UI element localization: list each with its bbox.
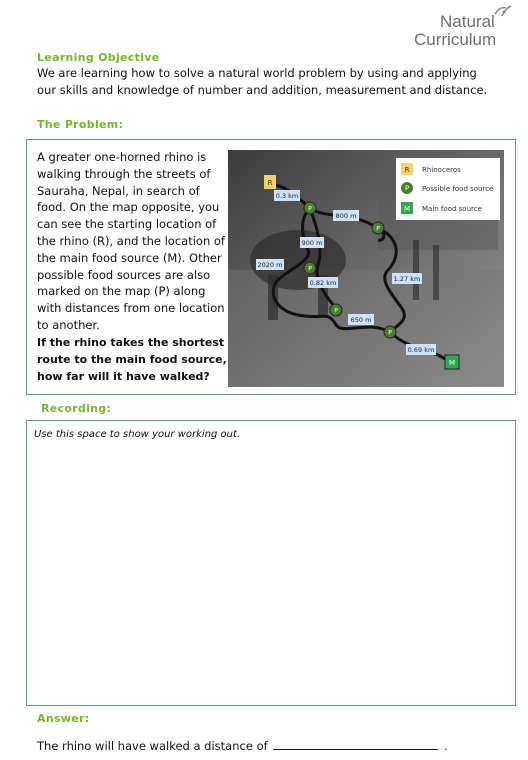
- logo-text-line1: Natural: [440, 12, 495, 31]
- recording-note: Use this space to show your working out.: [34, 429, 241, 440]
- legend-label-possible: Possible food source: [422, 185, 494, 193]
- route-map: [228, 150, 504, 387]
- distance-label-7: 650 m: [350, 316, 372, 324]
- recording-box[interactable]: [26, 420, 516, 706]
- answer-suffix: .: [443, 739, 448, 753]
- node-food-2-label: P: [376, 225, 380, 233]
- answer-sentence: [37, 737, 448, 753]
- person-silhouette: [413, 240, 419, 300]
- distance-label-3: 900 m: [301, 239, 323, 247]
- distance-label-8: 0.69 km: [407, 346, 435, 354]
- leaf-logo-icon: [492, 4, 512, 18]
- learning-objective-text: We are learning how to solve a natural world problem by using and applying our skills and knowledge of number and addition, measurement and distance.: [37, 66, 488, 97]
- learning-objective-heading: Learning Objective: [37, 51, 160, 64]
- node-main-food-label: M: [448, 359, 456, 367]
- distance-label-4: 2020 m: [257, 261, 283, 269]
- problem-question: If the rhino takes the shortest route to the main food source, how far will it have walked?: [37, 336, 227, 383]
- node-rhino-label: R: [267, 179, 273, 187]
- distance-label-2: 800 m: [335, 212, 357, 220]
- distance-label-6: 1.27 km: [393, 275, 421, 283]
- legend-key-m: M: [403, 205, 411, 213]
- node-food-5-label: P: [388, 329, 392, 337]
- natural-curriculum-logo: [414, 6, 528, 54]
- route-map-graphic: [228, 150, 504, 387]
- legend-key-r: R: [404, 166, 410, 174]
- recording-heading: Recording:: [41, 402, 112, 415]
- legend-label-rhino: Rhinoceros: [422, 166, 461, 174]
- answer-heading: Answer:: [37, 712, 90, 725]
- problem-heading: The Problem:: [37, 118, 124, 131]
- legend-key-p: P: [404, 184, 410, 193]
- node-food-1-label: P: [308, 205, 312, 213]
- problem-text: A greater one-horned rhino is walking through the streets of Sauraha, Nepal, in search of food. On the map opposite, you can see the starting location of the rhino (R), and the location of the main food source (M). Other possible food sources are also marked on the map (P) along with distances from one location to another.: [37, 150, 225, 332]
- legend-label-main: Main food source: [422, 205, 482, 213]
- answer-prefix: The rhino will have walked a distance of: [37, 739, 268, 753]
- distance-label-1: 0.3 km: [275, 192, 299, 200]
- distance-label-5: 0.82 km: [309, 279, 337, 287]
- node-food-3-label: P: [308, 265, 312, 273]
- logo-text-line2: Curriculum: [414, 30, 497, 49]
- answer-blank[interactable]: [273, 737, 438, 750]
- node-food-4-label: P: [334, 307, 338, 315]
